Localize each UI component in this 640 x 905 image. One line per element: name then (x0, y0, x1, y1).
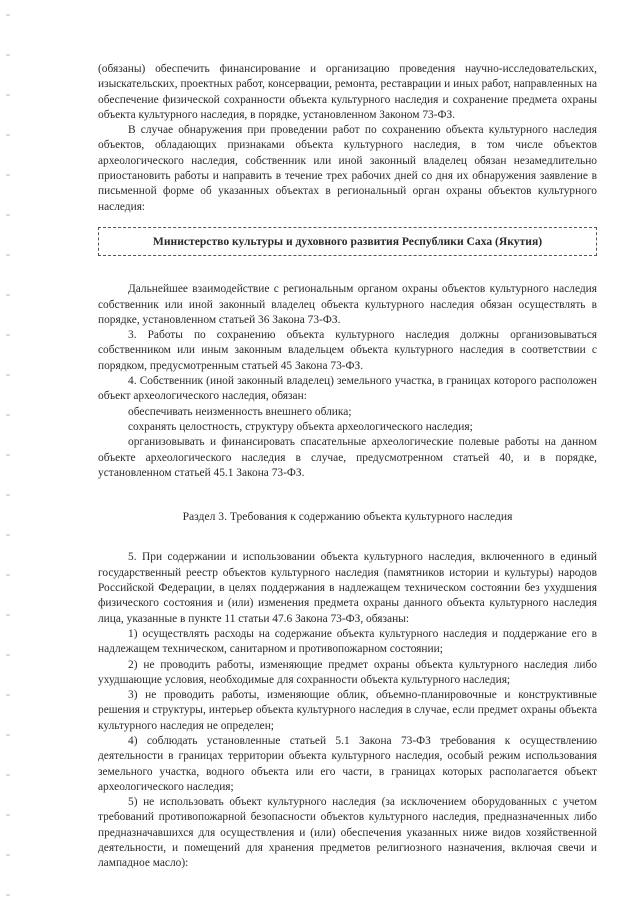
list-item-3-appearance: 3) не проводить работы, изменяющие облик, объемно-планировочные и конструктивные решения и структуры, интерьер объекта культурного наследия в случае, если предмет охраны объекта культурного наследия не определен; (98, 689, 597, 732)
list-item-2-no-changes: 2) не проводить работы, изменяющие предмет охраны объекта культурного наследия либо ухудшающие условия, необходимые для сохранности объекта культурного наследия; (98, 658, 597, 686)
paragraph-item-3: 3. Работы по сохранению объекта культурного наследия должны организовываться собственником или иным законным владельцем объекта культурного наследия в соответствии с порядком, предусмотренным статьей 45 Закона 73-ФЗ. (98, 329, 597, 372)
scan-binding-marks (6, 0, 10, 905)
list-item-rescue-works: организовывать и финансировать спасательные археологические полевые работы на данном объекте археологического наследия в случае, предусмотренном статьей 40, и в порядке, установленном статьей 45.1 Закона 73-ФЗ. (98, 436, 597, 479)
paragraph-item-4: 4. Собственник (иной законный владелец) земельного участка, в границах которого расположен объект археологического наследия, обязан: (98, 375, 597, 403)
list-item-5-usage: 5) не использовать объект культурного наследия (за исключением оборудованных с учетом требований противопожарной безопасности объектов культурного наследия, предназначенных либо предназначавшихся для осуществления и (или) обеспечения указанных ниже видов хозяйственной деятельности, и помещений для хранения предметов религиозного назначения, включая свечи и лампадное масло): (98, 796, 597, 870)
paragraph-obligation-financing: (обязаны) обеспечить финансирование и организацию проведения научно-исследовательских, изыскательских, проектных работ, консервации, ремонта, реставрации и иных работ, направленных на обеспечение физической сохранности объекта культурного наследия и сохранение предмета охраны объекта культурного наследия, в порядке, установленном Законом 73-ФЗ. (98, 63, 597, 121)
document-body (98, 62, 597, 872)
regional-authority-box: Министерство культуры и духовного развития Республики Саха (Якутия) (98, 227, 597, 256)
list-item-1-expenses: 1) осуществлять расходы на содержание объекта культурного наследия и поддержание его в надлежащем техническом, санитарном и противопожарном состоянии; (98, 627, 597, 656)
paragraph-further-interaction: Дальнейшее взаимодействие с региональным органом охраны объектов культурного наследия собственник или иной законный владелец объекта культурного наследия обязан осуществлять в порядке, установленном статьей 36 Закона 73-ФЗ. (98, 283, 597, 326)
list-item-integrity: сохранять целостность, структуру объекта археологического наследия; (128, 420, 473, 433)
paragraph-discovery-objects: В случае обнаружения при проведении работ по сохранению объекта культурного наследия объектов, обладающих признаками объекта культурного наследия, в том числе объектов археологического наследия, собственник или иной законный владелец обязан незамедлительно приостановить работы и направить в течение трех рабочих дней со дня их обнаружения заявление в письменной форме об указанных объектах в региональный орган охраны объектов культурного наследия: (98, 124, 597, 213)
paragraph-item-5: 5. При содержании и использовании объекта культурного наследия, включенного в единый государственный реестр объектов культурного наследия (памятников истории и культуры) народов Российской Федерации, в целях поддержания в надлежащем техническом состоянии без ухудшения физического состояния и (или) изменения предмета охраны данного объекта культурного наследия лица, указанные в пункте 11 статьи 47.6 Закона 73-ФЗ, обязаны: (98, 551, 597, 625)
list-item-4-requirements: 4) соблюдать установленные статьей 5.1 Закона 73-ФЗ требования к осуществлению деятельности в границах территории объекта культурного наследия, особый режим использования земельного участка, водного объекта или его части, в границах которых располагается объект археологического наследия; (98, 734, 597, 793)
section-3-title: Раздел 3. Требования к содержанию объекта культурного наследия (182, 510, 513, 524)
list-item-exterior: обеспечивать неизменность внешнего облика; (128, 405, 352, 418)
